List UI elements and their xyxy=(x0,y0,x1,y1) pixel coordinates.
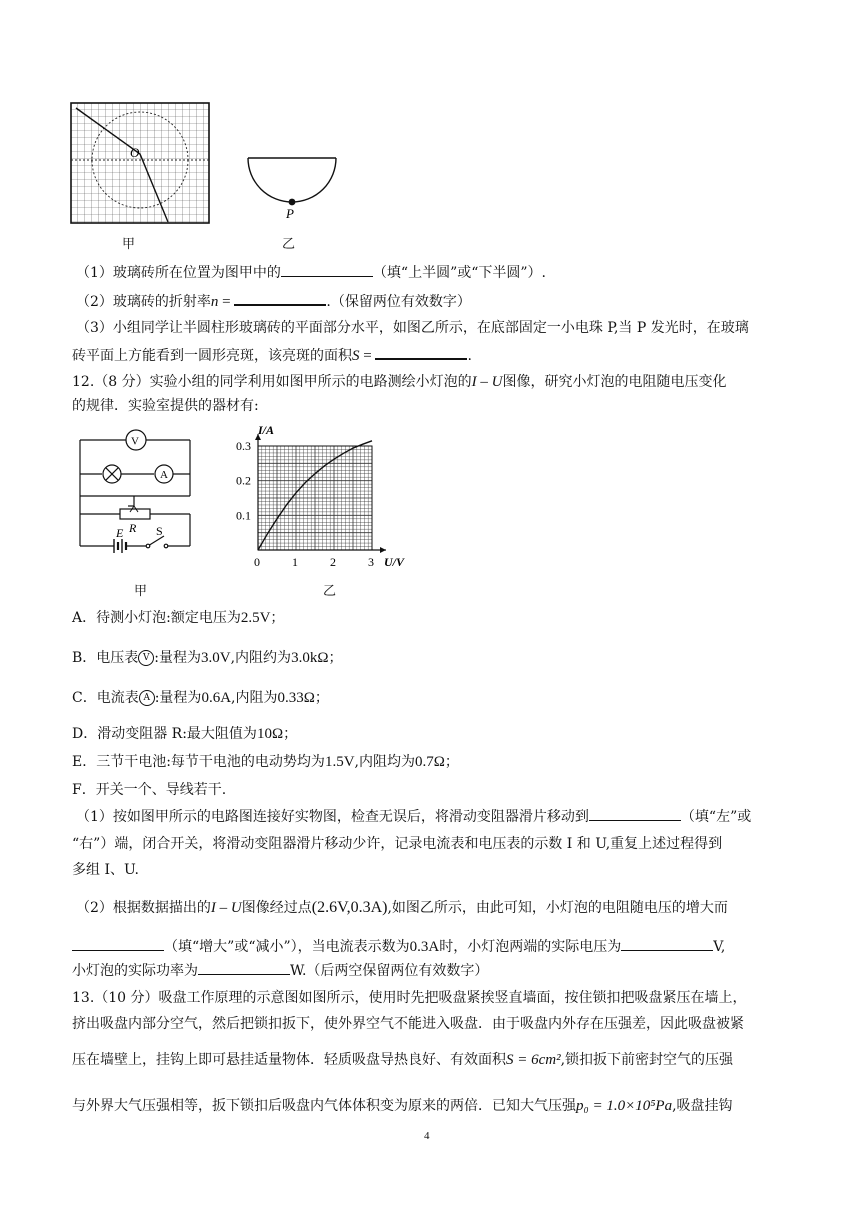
item-d: D．滑动变阻器 R:最大阻值为10Ω； xyxy=(72,726,298,742)
iu-chart xyxy=(236,422,416,574)
y-tick-label: 0.2 xyxy=(236,473,251,488)
caption-yi-top: 乙 xyxy=(282,237,296,252)
page-number: 4 xyxy=(424,1130,430,1142)
item-c: C．电流表 A :量程为0.6A,内阻为0.33Ω； xyxy=(72,690,329,706)
caption-jia-top: 甲 xyxy=(122,237,136,252)
x-tick-label: 3 xyxy=(368,555,374,569)
ammeter-symbol-icon: A xyxy=(139,690,155,706)
circuit-voltmeter-label: V xyxy=(131,435,139,448)
q13-line3: 压在墙壁上，挂钩上即可悬挂适量物体．轻质吸盘导热良好、有效面积S = 6cm²,锁扣扳下前密封空气的压强 xyxy=(72,1052,734,1068)
q12-intro-line2: 的规律．实验室提供的器材有: xyxy=(72,398,259,414)
caption-jia-circuit: 甲 xyxy=(134,584,148,599)
q12-intro-line1: 12.（8 分）实验小组的同学利用如图甲所示的电路测绘小灯泡的I – U图像，研究小灯泡的电阻随电压变化 xyxy=(72,374,727,390)
q11-blank-2[interactable] xyxy=(234,290,326,306)
voltmeter-symbol-icon: V xyxy=(138,650,154,666)
circuit-diagram xyxy=(76,426,196,564)
item-e: E．三节干电池:每节干电池的电动势均为1.5V,内阻均为0.7Ω； xyxy=(72,754,459,770)
q11-part3-line2: 砖平面上方能看到一圆形亮斑，该亮斑的面积S = . xyxy=(72,344,472,366)
q12-blank-4[interactable] xyxy=(198,960,290,975)
x-axis-arrow-icon xyxy=(380,547,386,553)
q12-part2-line3: 小灯泡的实际功率为 W.（后两空保留两位有效数字） xyxy=(72,960,488,981)
q11-part1: （1）玻璃砖所在位置为图甲中的 （填“上半圆”或“下半圆”）. xyxy=(76,262,546,283)
caption-yi-chart: 乙 xyxy=(323,584,337,599)
circuit-switch-label: S xyxy=(156,524,163,538)
circuit-rheostat-label: R xyxy=(129,521,137,535)
x-tick-label: 0 xyxy=(254,555,260,569)
q12-blank-2[interactable] xyxy=(72,936,164,951)
circuit-battery-label: E xyxy=(116,526,124,540)
figure-yi-point-p: P xyxy=(286,206,294,221)
x-tick-label: 2 xyxy=(330,555,336,569)
q12-part1-line2: “右”）端，闭合开关，将滑动变阻器滑片移动少许，记录电流表和电压表的示数 I 和 U,重复上述过程得到 xyxy=(72,836,723,852)
figure-jia-glass-grid xyxy=(70,102,210,224)
q12-blank-3[interactable] xyxy=(621,936,713,951)
y-tick-label: 0.3 xyxy=(236,439,251,453)
q12-part2-line2: （填“增大”或“减小”），当电流表示数为0.3A时，小灯泡两端的实际电压为 V, xyxy=(72,936,725,957)
chart-xlabel: U/V xyxy=(384,555,405,569)
q13-line1: 13.（10 分）吸盘工作原理的示意图如图所示，使用时先把吸盘紧挨竖直墙面，按住锁扣把吸盘紧压在墙上， xyxy=(72,990,747,1006)
q13-line4: 与外界大气压强相等，扳下锁扣后吸盘内气体体积变为原来的两倍．已知大气压强p₀ = 1.0×10⁵Pa,吸盘挂钩 xyxy=(72,1098,733,1114)
q13-line2: 挤出吸盘内部分空气，然后把锁扣扳下，使外界空气不能进入吸盘．由于吸盘内外存在压强差，因此吸盘被紧 xyxy=(72,1016,744,1032)
item-f: F．开关一个、导线若干. xyxy=(72,782,227,798)
q11-blank-1[interactable] xyxy=(281,262,373,277)
q12-part1-line1: （1）按如图甲所示的电路图连接好实物图，检查无误后，将滑动变阻器滑片移动到 （填“左”或 xyxy=(76,806,751,827)
q12-part1-line3: 多组 I、U. xyxy=(72,862,139,878)
figure-yi-semicircle xyxy=(246,154,338,226)
q11-blank-3[interactable] xyxy=(375,344,467,360)
q11-part2: （2）玻璃砖的折射率n = .（保留两位有效数字） xyxy=(76,290,471,312)
circuit-ammeter-label: A xyxy=(160,469,168,481)
q12-blank-1[interactable] xyxy=(589,806,681,821)
item-b: B．电压表 V :量程为3.0V,内阻约为3.0kΩ； xyxy=(72,650,343,666)
q11-part3-line1: （3）小组同学让半圆柱形玻璃砖的平面部分水平，如图乙所示，在底部固定一小电珠 P,当 P 发光时，在玻璃 xyxy=(76,320,749,336)
y-tick-label: 0.1 xyxy=(236,508,251,523)
x-tick-label: 1 xyxy=(292,555,298,569)
figure-jia-point-o: O xyxy=(130,145,140,160)
item-a: A．待测小灯泡:额定电压为2.5V； xyxy=(72,610,285,626)
chart-ylabel: I/A xyxy=(258,423,275,437)
q12-part2-line1: （2）根据数据描出的I – U图像经过点(2.6V,0.3A),如图乙所示，由此可知，小灯泡的电阻随电压的增大而 xyxy=(76,899,728,916)
